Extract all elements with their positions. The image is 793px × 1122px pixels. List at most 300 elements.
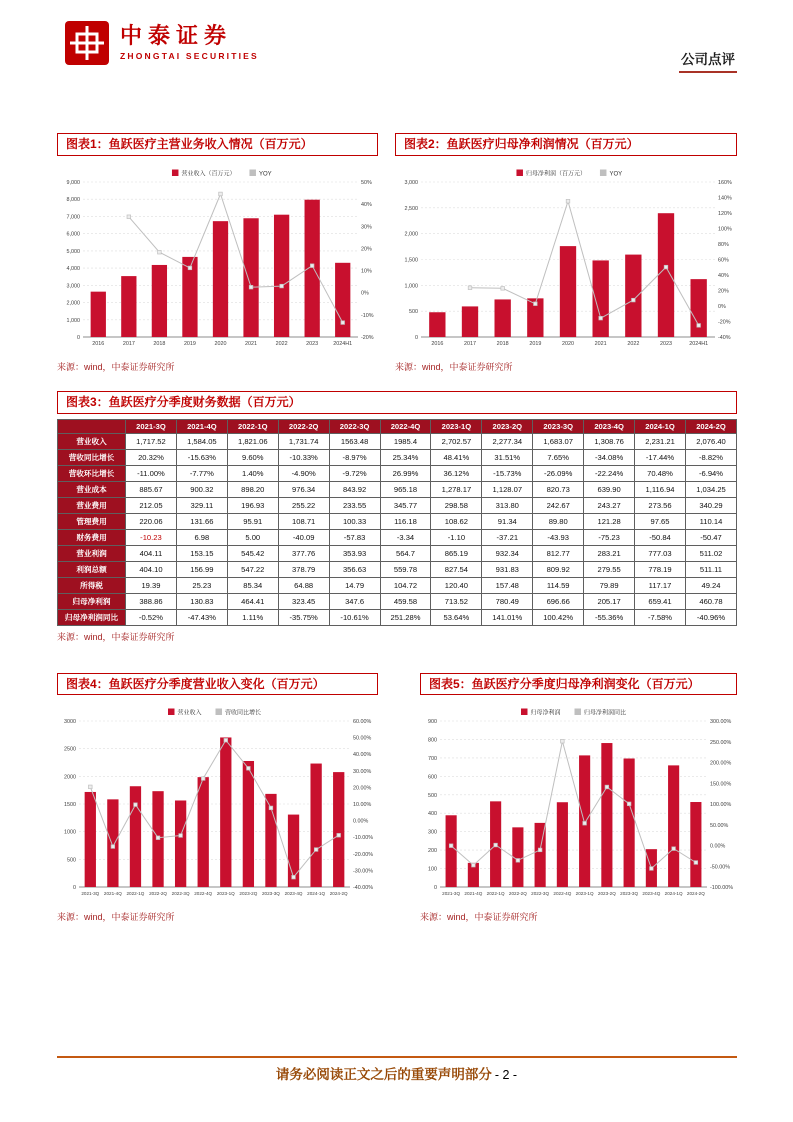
svg-text:0.00%: 0.00% (710, 843, 726, 850)
svg-text:2018: 2018 (496, 340, 509, 347)
svg-text:营业收入（百万元）: 营业收入（百万元） (181, 171, 236, 178)
table-row (58, 481, 737, 497)
svg-text:2022-4Q: 2022-4Q (553, 891, 572, 897)
table-cell: -10.33% (278, 449, 329, 465)
svg-text:1,500: 1,500 (404, 257, 418, 264)
table-cell: 79.89 (584, 577, 635, 593)
brand-block (120, 25, 259, 61)
table-cell: 2,076.40 (685, 433, 736, 449)
table-cell: -55.36% (584, 609, 635, 625)
table-header-row (58, 419, 737, 433)
svg-text:3,000: 3,000 (66, 283, 80, 290)
svg-text:4,000: 4,000 (66, 265, 80, 272)
svg-text:2022-1Q: 2022-1Q (126, 891, 145, 897)
svg-text:0%: 0% (718, 303, 726, 310)
table-column-header: 2024-2Q (685, 419, 736, 433)
table-cell: 559.78 (380, 561, 431, 577)
table-cell: 353.93 (329, 545, 380, 561)
svg-text:2023-1Q: 2023-1Q (575, 891, 594, 897)
table-cell: -10.61% (329, 609, 380, 625)
table-row (58, 513, 737, 529)
table-cell: 104.72 (380, 577, 431, 593)
table-row-label: 营收同比增长 (58, 449, 126, 465)
svg-text:2021-3Q: 2021-3Q (81, 891, 100, 897)
svg-text:300: 300 (428, 830, 437, 837)
svg-text:2023-3Q: 2023-3Q (262, 891, 280, 897)
table-cell: 1,821.06 (227, 433, 278, 449)
table-cell: 116.18 (380, 513, 431, 529)
table-row-label: 营业利润 (58, 545, 126, 561)
svg-text:50.00%: 50.00% (710, 823, 729, 830)
table-cell: -35.75% (278, 609, 329, 625)
figure-1-title: 图表1：鱼跃医疗主营业务收入情况（百万元） (57, 133, 378, 156)
table-cell: -8.82% (685, 449, 736, 465)
table-cell: 108.62 (431, 513, 482, 529)
svg-text:50.00%: 50.00% (353, 735, 372, 742)
svg-text:2022: 2022 (275, 340, 288, 347)
table-column-header: 2023-2Q (482, 419, 533, 433)
svg-text:1500: 1500 (64, 802, 76, 809)
figure-4-chart (57, 705, 378, 906)
brand-name-en: ZHONGTAI SECURITIES (120, 51, 259, 61)
table-cell: 564.7 (380, 545, 431, 561)
svg-text:400: 400 (428, 811, 437, 818)
table-row (58, 497, 737, 513)
table-cell: 1,034.25 (685, 481, 736, 497)
table-cell: 713.52 (431, 593, 482, 609)
table-cell: 404.11 (126, 545, 177, 561)
table-row-label: 所得税 (58, 577, 126, 593)
svg-text:900: 900 (428, 719, 437, 726)
table-cell: 6.98 (176, 529, 227, 545)
table-cell: 1.40% (227, 465, 278, 481)
svg-text:2022-2Q: 2022-2Q (149, 891, 167, 897)
table-column-header: 2021-4Q (176, 419, 227, 433)
table-column-header: 2022-2Q (278, 419, 329, 433)
table-row (58, 593, 737, 609)
table-cell: 460.78 (685, 593, 736, 609)
svg-text:-20%: -20% (718, 319, 731, 326)
svg-text:3,000: 3,000 (404, 179, 418, 186)
table-cell: 1.11% (227, 609, 278, 625)
table-column-header: 2023-4Q (584, 419, 635, 433)
svg-text:2023-1Q: 2023-1Q (216, 891, 235, 897)
table-corner-cell (58, 419, 126, 433)
figure-1-chart (57, 166, 378, 356)
table-cell: 298.58 (431, 497, 482, 513)
footer-disclaimer: 请务必阅读正文之后的重要声明部分 (275, 1067, 492, 1082)
svg-text:10.00%: 10.00% (353, 802, 372, 809)
table-cell: -6.94% (685, 465, 736, 481)
svg-text:2000: 2000 (64, 774, 76, 781)
svg-text:2021-4Q: 2021-4Q (103, 891, 122, 897)
table-column-header: 2024-1Q (635, 419, 686, 433)
svg-text:250.00%: 250.00% (710, 740, 732, 747)
svg-text:2023-2Q: 2023-2Q (597, 891, 616, 897)
table-cell: 780.49 (482, 593, 533, 609)
table-cell: 1,128.07 (482, 481, 533, 497)
table-cell: 114.59 (533, 577, 584, 593)
table-cell: 243.27 (584, 497, 635, 513)
table-cell: 36.12% (431, 465, 482, 481)
table-cell: -40.09 (278, 529, 329, 545)
table-cell: 323.45 (278, 593, 329, 609)
footer-divider (57, 1056, 737, 1058)
svg-text:2022-3Q: 2022-3Q (171, 891, 190, 897)
svg-text:120%: 120% (718, 210, 732, 217)
table-cell: 347.6 (329, 593, 380, 609)
table-cell: 965.18 (380, 481, 431, 497)
svg-text:50%: 50% (361, 179, 372, 186)
report-type-label: 公司点评 (679, 48, 737, 73)
report-content (57, 133, 737, 923)
svg-text:-20%: -20% (361, 334, 374, 341)
svg-text:2024H1: 2024H1 (333, 340, 353, 347)
table-cell: 1,731.74 (278, 433, 329, 449)
table-row (58, 433, 737, 449)
table-cell: 340.29 (685, 497, 736, 513)
svg-text:700: 700 (428, 756, 437, 763)
table-cell: -15.63% (176, 449, 227, 465)
svg-text:2021: 2021 (594, 340, 607, 347)
table-cell: 696.66 (533, 593, 584, 609)
svg-text:150.00%: 150.00% (710, 781, 732, 788)
table-row-label: 营业收入 (58, 433, 126, 449)
table-cell: -1.10 (431, 529, 482, 545)
table-cell: 812.77 (533, 545, 584, 561)
table-cell: 273.56 (635, 497, 686, 513)
table-cell: 1563.48 (329, 433, 380, 449)
svg-text:2023-4Q: 2023-4Q (642, 891, 661, 897)
svg-text:2020: 2020 (562, 340, 574, 347)
table-cell: -17.44% (635, 449, 686, 465)
svg-text:0.00%: 0.00% (353, 818, 369, 825)
table-cell: -11.00% (126, 465, 177, 481)
svg-text:2022: 2022 (627, 340, 640, 347)
table-cell: 220.06 (126, 513, 177, 529)
table-cell: 843.92 (329, 481, 380, 497)
table-cell: 2,231.21 (635, 433, 686, 449)
svg-text:2022-4Q: 2022-4Q (194, 891, 213, 897)
table-cell: 25.34% (380, 449, 431, 465)
svg-text:200: 200 (428, 848, 437, 855)
svg-text:1000: 1000 (64, 830, 76, 837)
financial-table (57, 419, 737, 626)
table-cell: 251.28% (380, 609, 431, 625)
figure-3-source: 来源：wind，中泰证券研究所 (57, 631, 175, 642)
table-cell: 20.32% (126, 449, 177, 465)
svg-text:5,000: 5,000 (66, 248, 80, 255)
svg-text:8,000: 8,000 (66, 197, 80, 204)
svg-text:2020: 2020 (214, 340, 227, 347)
table-cell: -37.21 (482, 529, 533, 545)
table-cell: 313.80 (482, 497, 533, 513)
svg-text:2019: 2019 (529, 340, 542, 347)
svg-text:40%: 40% (718, 272, 729, 279)
table-cell: 1,308.76 (584, 433, 635, 449)
table-cell: 511.11 (685, 561, 736, 577)
financial-table-body (58, 433, 737, 625)
svg-text:-20.00%: -20.00% (353, 852, 374, 859)
table-cell: -7.58% (635, 609, 686, 625)
table-cell: 377.76 (278, 545, 329, 561)
figure-5-source: 来源：wind，中泰证券研究所 (420, 912, 538, 923)
table-column-header: 2023-3Q (533, 419, 584, 433)
table-row-label: 财务费用 (58, 529, 126, 545)
table-cell: 976.34 (278, 481, 329, 497)
chart-canvas (57, 166, 378, 351)
svg-text:2024H1: 2024H1 (689, 340, 709, 347)
svg-text:-40%: -40% (718, 334, 731, 341)
figure-3-title: 图表3：鱼跃医疗分季度财务数据（百万元） (57, 391, 737, 414)
svg-text:0: 0 (415, 334, 418, 341)
svg-text:2023-4Q: 2023-4Q (284, 891, 303, 897)
figure-3 (57, 391, 737, 643)
table-cell: 212.05 (126, 497, 177, 513)
svg-text:0: 0 (73, 885, 76, 892)
svg-text:0%: 0% (361, 290, 369, 297)
table-cell: 865.19 (431, 545, 482, 561)
svg-text:YOY: YOY (258, 171, 272, 178)
table-cell: 900.32 (176, 481, 227, 497)
table-cell: 659.41 (635, 593, 686, 609)
table-cell: 100.33 (329, 513, 380, 529)
table-cell: 279.55 (584, 561, 635, 577)
svg-text:30%: 30% (361, 224, 372, 231)
table-cell: 108.71 (278, 513, 329, 529)
svg-text:0: 0 (77, 334, 80, 341)
table-cell: 5.00 (227, 529, 278, 545)
table-row (58, 545, 737, 561)
table-cell: 777.03 (635, 545, 686, 561)
svg-text:2017: 2017 (464, 340, 476, 347)
table-cell: 1,584.05 (176, 433, 227, 449)
table-row-label: 营收环比增长 (58, 465, 126, 481)
svg-text:-10%: -10% (361, 312, 374, 319)
table-cell: 885.67 (126, 481, 177, 497)
table-row-label: 管理费用 (58, 513, 126, 529)
table-cell: 255.22 (278, 497, 329, 513)
svg-text:6,000: 6,000 (66, 231, 80, 238)
table-row (58, 449, 737, 465)
table-cell: 156.99 (176, 561, 227, 577)
table-cell: 85.34 (227, 577, 278, 593)
table-row (58, 609, 737, 625)
figure-1 (57, 133, 378, 373)
svg-text:2023-2Q: 2023-2Q (239, 891, 258, 897)
svg-text:20%: 20% (718, 288, 729, 295)
svg-text:2022-2Q: 2022-2Q (508, 891, 527, 897)
table-cell: 388.86 (126, 593, 177, 609)
svg-text:2016: 2016 (92, 340, 105, 347)
svg-text:归母净利润: 归母净利润 (530, 710, 561, 717)
svg-text:2023: 2023 (660, 340, 672, 347)
svg-text:2023-3Q: 2023-3Q (620, 891, 639, 897)
svg-text:20.00%: 20.00% (353, 785, 372, 792)
table-cell: 196.93 (227, 497, 278, 513)
svg-text:60%: 60% (718, 257, 729, 264)
table-cell: 25.23 (176, 577, 227, 593)
table-cell: 121.28 (584, 513, 635, 529)
table-cell: 1,683.07 (533, 433, 584, 449)
svg-text:营收同比增长: 营收同比增长 (225, 710, 262, 717)
table-cell: 120.40 (431, 577, 482, 593)
table-cell: 778.19 (635, 561, 686, 577)
figure-4 (57, 673, 378, 924)
table-cell: 19.39 (126, 577, 177, 593)
svg-text:2023: 2023 (306, 340, 319, 347)
table-cell: 7.65% (533, 449, 584, 465)
table-row-label: 归母净利润 (58, 593, 126, 609)
table-cell: 242.67 (533, 497, 584, 513)
figure-4-source: 来源：wind，中泰证券研究所 (57, 912, 175, 923)
svg-text:1,000: 1,000 (66, 317, 80, 324)
table-cell: 89.80 (533, 513, 584, 529)
table-cell: 1,278.17 (431, 481, 482, 497)
svg-text:3000: 3000 (64, 719, 76, 726)
table-row (58, 577, 737, 593)
svg-text:0: 0 (434, 885, 437, 892)
table-cell: 153.15 (176, 545, 227, 561)
table-cell: -50.47 (685, 529, 736, 545)
table-cell: 283.21 (584, 545, 635, 561)
figure-2-title: 图表2：鱼跃医疗归母净利润情况（百万元） (395, 133, 737, 156)
table-cell: 70.48% (635, 465, 686, 481)
svg-text:-30.00%: -30.00% (353, 868, 374, 875)
svg-text:2500: 2500 (64, 747, 76, 754)
svg-text:2022-1Q: 2022-1Q (486, 891, 505, 897)
svg-text:200.00%: 200.00% (710, 760, 732, 767)
page-number: - 2 - (494, 1068, 518, 1082)
table-cell: 48.41% (431, 449, 482, 465)
table-row-label: 利润总额 (58, 561, 126, 577)
brand-name: 中泰证券 (120, 23, 233, 48)
table-cell: 329.11 (176, 497, 227, 513)
table-cell: 130.83 (176, 593, 227, 609)
svg-text:归母净利润同比: 归母净利润同比 (584, 710, 627, 717)
table-cell: 639.90 (584, 481, 635, 497)
svg-text:2024-1Q: 2024-1Q (664, 891, 683, 897)
svg-text:100.00%: 100.00% (710, 802, 732, 809)
table-cell: -57.83 (329, 529, 380, 545)
zhongtai-logo-icon (64, 20, 110, 66)
table-cell: 827.54 (431, 561, 482, 577)
svg-text:2021-4Q: 2021-4Q (464, 891, 483, 897)
table-cell: 64.88 (278, 577, 329, 593)
svg-text:1,000: 1,000 (404, 283, 418, 290)
table-cell: 91.34 (482, 513, 533, 529)
table-row (58, 561, 737, 577)
table-cell: 53.64% (431, 609, 482, 625)
table-cell: 117.17 (635, 577, 686, 593)
table-cell: 404.10 (126, 561, 177, 577)
svg-text:80%: 80% (718, 241, 729, 248)
table-cell: 110.14 (685, 513, 736, 529)
svg-text:-40.00%: -40.00% (353, 885, 374, 892)
table-cell: 157.48 (482, 577, 533, 593)
table-cell: 464.41 (227, 593, 278, 609)
table-cell: 1,717.52 (126, 433, 177, 449)
table-cell: 14.79 (329, 577, 380, 593)
svg-text:100: 100 (428, 866, 437, 873)
table-cell: -4.90% (278, 465, 329, 481)
table-cell: 233.55 (329, 497, 380, 513)
svg-text:2017: 2017 (122, 340, 135, 347)
table-cell: 459.58 (380, 593, 431, 609)
table-cell: -10.23 (126, 529, 177, 545)
table-cell: 1985.4 (380, 433, 431, 449)
table-cell: -50.84 (635, 529, 686, 545)
figure-5-chart (420, 705, 737, 906)
svg-text:2,000: 2,000 (66, 300, 80, 307)
table-column-header: 2022-4Q (380, 419, 431, 433)
svg-text:600: 600 (428, 774, 437, 781)
report-header (64, 20, 259, 66)
table-cell: 931.83 (482, 561, 533, 577)
figures-row-bottom (57, 673, 737, 924)
svg-text:2021-3Q: 2021-3Q (442, 891, 461, 897)
table-cell: 205.17 (584, 593, 635, 609)
table-cell: -47.43% (176, 609, 227, 625)
table-cell: -75.23 (584, 529, 635, 545)
svg-text:160%: 160% (718, 179, 732, 186)
table-cell: 141.01% (482, 609, 533, 625)
table-cell: 9.60% (227, 449, 278, 465)
table-cell: 932.34 (482, 545, 533, 561)
table-cell: 378.79 (278, 561, 329, 577)
svg-text:2,500: 2,500 (404, 205, 418, 212)
svg-text:2,000: 2,000 (404, 231, 418, 238)
figures-row-top (57, 133, 737, 373)
svg-text:2024-2Q: 2024-2Q (686, 891, 705, 897)
svg-text:10%: 10% (361, 268, 372, 275)
financial-table-head (58, 419, 737, 433)
figure-2-chart (395, 166, 737, 356)
svg-text:140%: 140% (718, 195, 732, 202)
page-footer (0, 1063, 793, 1084)
table-cell: -40.96% (685, 609, 736, 625)
svg-text:YOY: YOY (609, 171, 623, 178)
table-row-label: 营业费用 (58, 497, 126, 513)
figure-2-source: 来源：wind，中泰证券研究所 (395, 361, 513, 372)
svg-text:2016: 2016 (431, 340, 444, 347)
figure-5-title: 图表5：鱼跃医疗分季度归母净利润变化（百万元） (420, 673, 737, 696)
table-cell: -0.52% (126, 609, 177, 625)
table-cell: 97.65 (635, 513, 686, 529)
table-column-header: 2023-1Q (431, 419, 482, 433)
table-cell: 95.91 (227, 513, 278, 529)
table-cell: 2,277.34 (482, 433, 533, 449)
svg-text:7,000: 7,000 (66, 214, 80, 221)
svg-text:2021: 2021 (245, 340, 258, 347)
chart-canvas (395, 166, 737, 351)
chart-canvas (57, 705, 378, 901)
table-cell: 356.63 (329, 561, 380, 577)
table-row (58, 529, 737, 545)
svg-text:-50.00%: -50.00% (710, 864, 731, 871)
svg-text:800: 800 (428, 737, 437, 744)
svg-text:2024-2Q: 2024-2Q (329, 891, 348, 897)
table-row-label: 营业成本 (58, 481, 126, 497)
svg-text:-100.00%: -100.00% (710, 885, 734, 892)
table-column-header: 2021-3Q (126, 419, 177, 433)
figure-5 (420, 673, 737, 924)
table-cell: 547.22 (227, 561, 278, 577)
table-cell: 2,702.57 (431, 433, 482, 449)
table-cell: -7.77% (176, 465, 227, 481)
table-cell: 345.77 (380, 497, 431, 513)
svg-text:500: 500 (67, 857, 76, 864)
